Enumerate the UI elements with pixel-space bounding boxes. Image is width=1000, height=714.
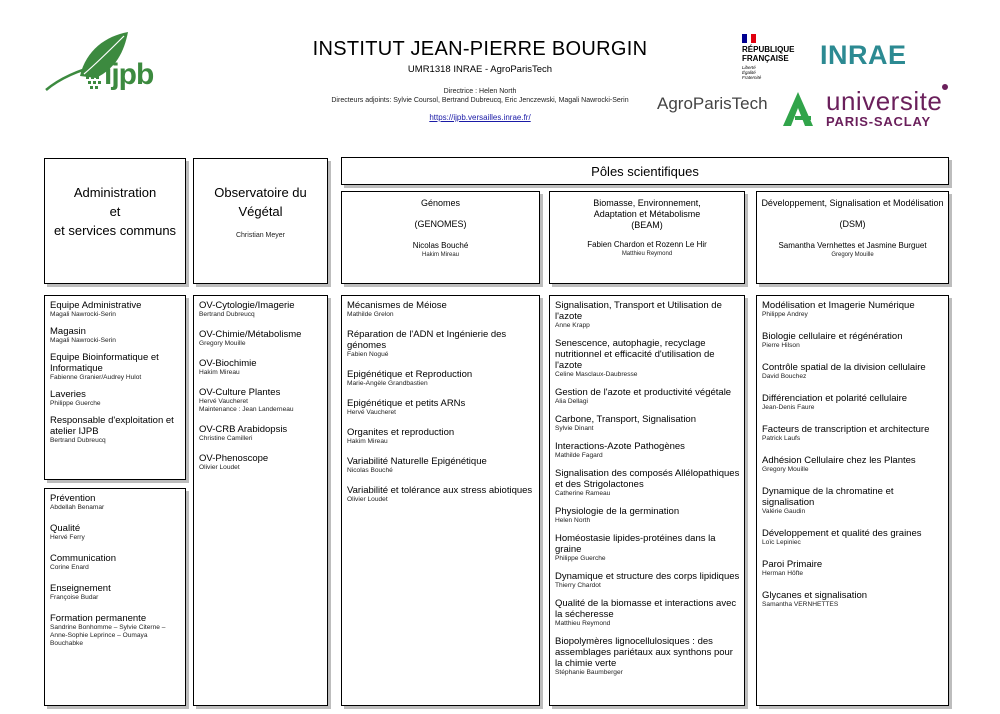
team-person: Nicolas Bouché [347,467,393,474]
team-person: Stéphanie Baumberger [555,669,623,676]
adjoints-line: Directeurs adjoints: Sylvie Coursol, Bertrand Dubreucq, Eric Jenczewski, Magali Nawrocki-Serin [331,97,629,104]
team-person: Valérie Gaudin [762,508,806,515]
list-item [762,393,944,412]
team-name: OV-Phenoscope [199,453,269,464]
beam-acronym: (BEAM) [631,220,663,230]
list-item [347,329,535,359]
dsm-deputy: Gregory Mouille [831,252,874,258]
list-item [50,389,181,408]
team-name: Développement et qualité des graines [762,528,922,539]
ups-line2: PARIS-SACLAY [826,114,931,129]
list-item [347,427,535,446]
team-person: Fabienne Granier/Audrey Hulot [50,374,142,381]
list-item [199,387,323,414]
list-item [555,636,740,677]
list-item [50,326,181,345]
republique-francaise-logo [742,34,802,90]
service-name: Formation permanente [50,613,147,624]
ups-line1: universite [826,86,943,116]
list-item [555,441,740,460]
team-name: Facteurs de transcription et architecture [762,424,930,435]
beam-leader: Fabien Chardon et Rozenn Le Hir [587,240,707,249]
list-item [762,528,944,547]
team-person: Hervé Vaucheret Maintenance : Jean Landerneau [199,398,294,413]
team-name: Adhésion Cellulaire chez les Plantes [762,455,916,466]
team-person: Pierre Hilson [762,342,800,349]
team-person: Celine Masclaux-Daubresse [555,371,638,378]
service-person: Corine Enard [50,564,89,571]
team-person: Samantha VERNHETTES [762,601,839,608]
beam-name: Biomasse, Environnement, Adaptation et Métabolisme [593,198,701,219]
team-name: OV-Culture Plantes [199,387,281,398]
team-person: Bertrand Dubreucq [199,311,255,318]
dsm-name: Développement, Signalisation et Modélisation [761,198,944,208]
team-name: Contrôle spatial de la division cellulaire [762,362,926,373]
team-person: Catherine Rameau [555,490,611,497]
team-name: Différenciation et polarité cellulaire [762,393,908,404]
team-name: Variabilité et tolérance aux stress abiotiques [347,485,533,496]
pole-dsm-header [756,191,949,284]
beam-deputy: Matthieu Reymond [621,251,673,257]
umr-line: UMR1318 INRAE - AgroParisTech [407,64,553,75]
list-item [347,485,535,504]
team-person: Jean-Denis Faure [762,404,815,411]
list-item [762,424,944,443]
list-item [555,598,740,628]
team-name: Signalisation des composés Allélopathiques et des Strigolactones [555,468,740,490]
team-person: Herman Höfte [762,570,804,577]
poles-title: Pôles scientifiques [591,164,699,179]
list-item [347,456,535,475]
team-name: Dynamique de la chromatine et signalisation [762,486,894,508]
website-link[interactable]: https://ijpb.versailles.inrae.fr/ [429,113,531,122]
marianne-icon [742,34,756,43]
team-person: Matthieu Reymond [555,620,611,627]
team-name: Gestion de l'azote et productivité végétale [555,387,732,398]
ijpb-logo [40,28,180,100]
service-name: Enseignement [50,583,111,594]
team-name: Signalisation, Transport et Utilisation de l'azote [555,300,722,322]
administration-title: Administration et et services communs [53,185,177,238]
list-item [50,300,181,319]
dsm-leader: Samantha Vernhettes et Jasmine Burguet [778,241,927,250]
team-person: Mathilde Fagard [555,452,603,459]
universite-paris-saclay-logo [826,88,966,134]
team-person: Philippe Andrey [762,311,808,318]
genomes-acronym: (GENOMES) [414,219,467,229]
list-item [50,613,181,648]
list-item [762,455,944,474]
team-person: Magali Nawrocki-Serin [50,311,116,318]
team-name: Equipe Administrative [50,300,142,311]
ov-teams-box [193,295,328,706]
team-name: OV-Chimie/Métabolisme [199,329,302,340]
dsm-teams-box [756,295,949,706]
list-item [50,523,181,542]
list-item [762,362,944,381]
genomes-deputy: Hakim Mireau [421,252,459,258]
team-name: Epigénétique et petits ARNs [347,398,466,409]
list-item [762,590,944,609]
agroparistech-logo [657,94,817,134]
dsm-acronym: (DSM) [839,219,866,229]
team-name: Biologie cellulaire et régénération [762,331,903,342]
team-name: Modélisation et Imagerie Numérique [762,300,915,311]
list-item [347,300,535,319]
list-item [555,387,740,406]
team-person: Hakim Mireau [199,369,240,376]
team-person: Hakim Mireau [347,438,388,445]
team-name: Homéostasie lipides-protéines dans la graine [555,533,716,555]
directrice-line: Directrice : Helen North [443,88,517,95]
team-person: Alia Dellagi [555,398,588,405]
list-item [347,369,535,388]
list-item [50,553,181,572]
list-item [199,329,323,348]
agroparistech-logo-text: AgroParisTech [657,94,768,113]
service-person: Françoise Budar [50,594,99,601]
team-person: Helen North [555,517,591,524]
team-person: Magali Nawrocki-Serin [50,337,116,344]
administration-header [44,158,186,284]
ijpb-logo-text: ijpb [104,58,154,91]
team-person: Fabien Nogué [347,351,389,358]
observatoire-person: Christian Meyer [235,232,285,239]
list-item [762,300,944,319]
team-name: Responsable d'exploitation et atelier IJPB [50,415,174,437]
team-person: Olivier Loudet [199,464,240,471]
observatoire-title: Observatoire du Végétal [214,185,307,219]
team-name: Glycanes et signalisation [762,590,868,601]
service-name: Communication [50,553,116,564]
service-name: Qualité [50,523,81,534]
inrae-logo: INRAE [820,40,907,70]
team-name: Organites et reproduction [347,427,455,438]
team-name: Mécanismes de Méiose [347,300,447,311]
list-item [199,358,323,377]
team-name: Laveries [50,389,86,400]
list-item [555,571,740,590]
service-person: Abdellah Benamar [50,504,105,511]
header [280,38,680,122]
team-person: Gregory Mouille [199,340,246,347]
team-person: Sylvie Dinant [555,425,594,432]
rf-line1: RÉPUBLIQUE [742,45,795,54]
list-item [555,468,740,498]
team-person: Patrick Laufs [762,435,801,442]
agroparistech-a-icon [781,90,815,128]
team-name: OV-Biochimie [199,358,257,369]
team-person: Olivier Loudet [347,496,388,503]
team-name: Dynamique et structure des corps lipidiques [555,571,740,582]
team-person: Hervé Vaucheret [347,409,396,416]
team-name: Interactions-Azote Pathogènes [555,441,685,452]
list-item [762,559,944,578]
team-person: Philippe Guerche [555,555,606,562]
team-person: Philippe Guerche [50,400,101,407]
poles-title-box [341,157,949,185]
team-person: Loïc Lepiniec [762,539,801,546]
service-name: Prévention [50,493,96,504]
list-item [199,453,323,472]
team-name: Senescence, autophagie, recyclage nutritionnel et efficacité d'utilisation de l'azote [555,338,715,371]
list-item [555,533,740,563]
list-item [50,493,181,512]
list-item [50,352,181,382]
list-item [50,415,181,445]
list-item [199,300,323,319]
team-name: Equipe Bioinformatique et Informatique [50,352,159,374]
team-person: Marie-Angèle Grandbastien [347,380,428,387]
institute-title: INSTITUT JEAN-PIERRE BOURGIN [312,38,648,60]
team-name: Qualité de la biomasse et interactions avec la sécheresse [555,598,737,620]
rf-line2: FRANÇAISE [742,54,789,63]
team-name: OV-CRB Arabidopsis [199,424,288,435]
list-item [199,424,323,443]
team-name: Variabilité Naturelle Epigénétique [347,456,487,467]
team-name: OV-Cytologie/Imagerie [199,300,295,311]
team-person: Bertrand Dubreucq [50,437,106,444]
service-person: Sandrine Bonhomme – Sylvie Citerne – Anne-Sophie Leprince – Oumaya Bouchabke [50,624,166,647]
team-name: Biopolymères lignocellulosiques : des assemblages pariétaux aux synthons pour la chimie verte [555,636,733,669]
ups-accent-dot-icon [942,84,948,90]
team-name: Epigénétique et Reproduction [347,369,473,380]
list-item [762,486,944,516]
team-person: Christine Camilleri [199,435,253,442]
team-person: Gregory Mouille [762,466,809,473]
list-item [555,300,740,330]
team-name: Magasin [50,326,86,337]
service-person: Hervé Ferry [50,534,85,541]
team-name: Carbone, Transport, Signalisation [555,414,696,425]
team-name: Paroi Primaire [762,559,823,570]
beam-teams-box [549,295,745,706]
list-item [555,338,740,379]
list-item [347,398,535,417]
team-person: Thierry Chardot [555,582,601,589]
rf-motto: Liberté Égalité Fraternité [742,65,762,80]
list-item [50,583,181,602]
pole-genomes-header [341,191,540,284]
genomes-name: Génomes [420,198,461,208]
genomes-teams-box [341,295,540,706]
team-name: Réparation de l'ADN et Ingénierie des génomes [347,329,507,351]
pole-beam-header [549,191,745,284]
team-name: Physiologie de la germination [555,506,680,517]
services-box [44,488,186,706]
list-item [762,331,944,350]
team-person: Mathilde Grelon [347,311,394,318]
observatoire-header [193,158,328,284]
team-person: Anne Krapp [555,322,590,329]
list-item [555,506,740,525]
genomes-leader: Nicolas Bouché [412,241,469,250]
admin-teams-box [44,295,186,480]
team-person: David Bouchez [762,373,807,380]
list-item [555,414,740,433]
